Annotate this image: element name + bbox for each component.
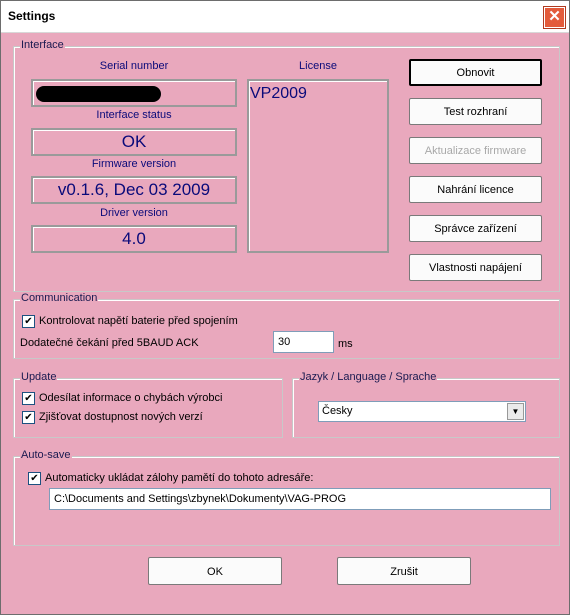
extra-wait-label: Dodatečné čekání před 5BAUD ACK	[20, 337, 199, 349]
interface-group-label: Interface	[21, 39, 64, 51]
title-bar[interactable]	[1, 1, 569, 33]
serial-number-label: Serial number	[99, 60, 169, 72]
refresh-button[interactable]: Obnovit	[409, 59, 542, 86]
driver-version-value: 4.0	[31, 225, 237, 253]
firmware-version-value: v0.1.6, Dec 03 2009	[31, 176, 237, 204]
chevron-down-icon[interactable]: ▼	[507, 403, 524, 420]
serial-number-box	[31, 79, 237, 107]
license-box	[247, 79, 389, 253]
check-battery-label: Kontrolovat napětí baterie před spojením	[39, 315, 238, 327]
close-icon[interactable]: ✕	[544, 7, 565, 28]
send-errors-label: Odesílat informace o chybách výrobci	[39, 392, 223, 404]
update-group-label: Update	[21, 371, 57, 383]
device-manager-button[interactable]: Správce zařízení	[409, 215, 542, 242]
window-title: Settings	[8, 9, 56, 23]
interface-status-label: Interface status	[96, 109, 172, 121]
driver-version-label: Driver version	[100, 207, 168, 219]
license-upload-button[interactable]: Nahrání licence	[409, 176, 542, 203]
power-properties-button[interactable]: Vlastnosti napájení	[409, 254, 542, 281]
check-versions-checkbox[interactable]: ✔	[22, 411, 35, 424]
check-battery-checkbox[interactable]: ✔	[22, 315, 35, 328]
extra-wait-input[interactable]	[273, 331, 334, 353]
license-label: License	[299, 60, 337, 72]
firmware-update-button[interactable]: Aktualizace firmware	[409, 137, 542, 164]
check-versions-label: Zjišťovat dostupnost nových verzí	[39, 411, 203, 423]
cancel-button[interactable]: Zrušit	[337, 557, 471, 585]
language-group-label: Jazyk / Language / Sprache	[300, 371, 437, 383]
send-errors-checkbox[interactable]: ✔	[22, 392, 35, 405]
autosave-group-label: Auto-save	[21, 449, 71, 461]
communication-group-label: Communication	[21, 292, 98, 304]
autosave-label: Automaticky ukládat zálohy pamětí do tohoto adresáře:	[45, 472, 314, 484]
ok-button[interactable]: OK	[148, 557, 282, 585]
test-interface-button[interactable]: Test rozhraní	[409, 98, 542, 125]
language-select[interactable]	[318, 401, 526, 422]
extra-wait-unit: ms	[338, 338, 353, 350]
language-selected-value: Česky	[322, 405, 353, 417]
update-group	[13, 371, 283, 438]
serial-number-redaction	[36, 86, 161, 102]
autosave-path-input[interactable]	[49, 488, 551, 510]
autosave-checkbox[interactable]: ✔	[28, 472, 41, 485]
interface-status-value: OK	[31, 128, 237, 156]
firmware-version-label: Firmware version	[91, 158, 177, 170]
license-value: VP2009	[250, 85, 307, 102]
